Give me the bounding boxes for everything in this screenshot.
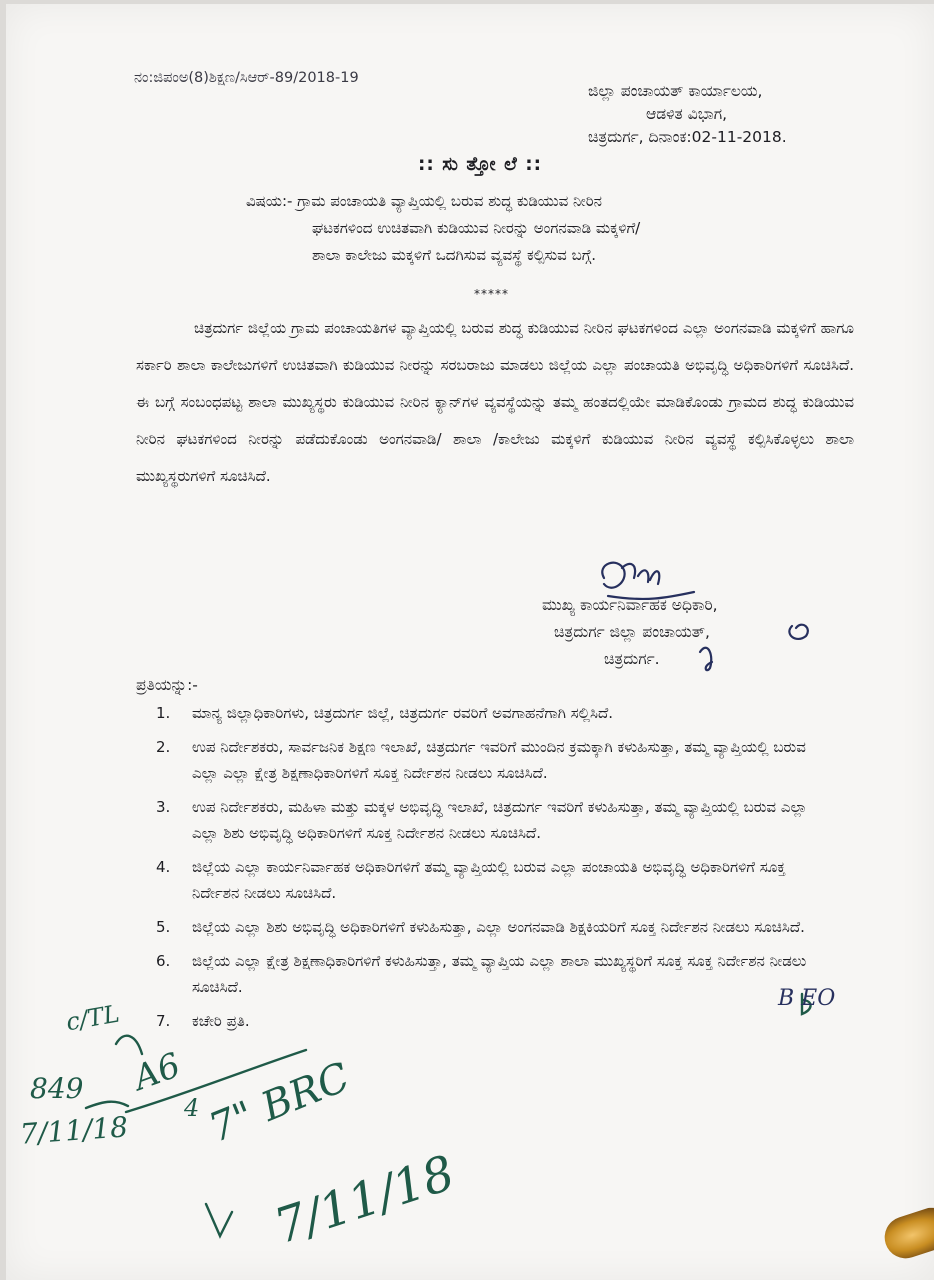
list-item-text: ಜಿಲ್ಲೆಯ ಎಲ್ಲಾ ಶಿಶು ಅಭಿವೃದ್ಧಿ ಅಧಿಕಾರಿಗಳಿಗೆ ಕಳುಹಿಸುತ್ತಾ, ಎಲ್ಲಾ ಅಂಗನವಾಡಿ ಶಿಕ್ಷಕಿಯರಿಗೆ ಸೂಕ್ತ ನಿರ್ದೇಶನ ನೀಡಲು ಸೂಚಿಸಿದೆ. bbox=[192, 918, 805, 936]
subject-line-3: ಶಾಲಾ ಕಾಲೇಜು ಮಕ್ಕಳಿಗೆ ಒದಗಿಸುವ ವ್ಯವಸ್ಥೆ ಕಲ್ಪಿಸುವ ಬಗ್ಗೆ. bbox=[312, 246, 597, 264]
office-line-2: ಆಡಳಿತ ವಿಭಾಗ, bbox=[646, 105, 728, 123]
office-place-date: ಚಿತ್ರದುರ್ಗ, ದಿನಾಂಕ:02-11-2018. bbox=[588, 128, 787, 146]
copy-to-label: ಪ್ರತಿಯನ್ನು:- bbox=[136, 676, 198, 694]
handwritten-ac-mark: A6 bbox=[128, 1045, 186, 1099]
handwritten-date-scrawl: 7/11/18 bbox=[267, 1144, 462, 1256]
signatory-office: ಚಿತ್ರದುರ್ಗ ಜಿಲ್ಲಾ ಪಂಚಾಯತ್, bbox=[554, 623, 710, 641]
list-item-number: 5. bbox=[156, 918, 171, 936]
signatory-place: ಚಿತ್ರದುರ್ಗ. bbox=[604, 650, 660, 668]
list-item-text: ಕಚೇರಿ ಪ್ರತಿ. bbox=[192, 1012, 250, 1030]
reference-number: ನಂ:ಜಿಪಂಅ(8)ಶಿಕ್ಷಣ/ಸಿಆರ್-89/2018-19 bbox=[134, 70, 359, 86]
subject-line-1: ವಿಷಯ:- ಗ್ರಾಮ ಪಂಚಾಯತಿ ವ್ಯಾಪ್ತಿಯಲ್ಲಿ ಬರುವ ಶುದ್ಧ ಕುಡಿಯುವ ನೀರಿನ bbox=[246, 192, 602, 210]
list-item-number: 4. bbox=[156, 858, 171, 876]
handwritten-ac-sub: 4 bbox=[184, 1094, 200, 1122]
handwritten-brc: 7" BRC bbox=[202, 1054, 356, 1152]
handwritten-beo: B EO bbox=[778, 986, 836, 1011]
list-item-text: ಜಿಲ್ಲೆಯ ಎಲ್ಲಾ ಕ್ಷೇತ್ರ ಶಿಕ್ಷಣಾಧಿಕಾರಿಗಳಿಗೆ ಕಳುಹಿಸುತ್ತಾ, ತಮ್ಮ ವ್ಯಾಪ್ತಿಯ ಎಲ್ಲಾ ಶಾಲಾ ಮುಖ್ಯಸ್ಥರಿಗೆ ಸೂಕ್ತ ಸೂಕ್ತ ನಿರ್ದೇಶನ ನೀಡಲು ಸೂಚಿಸಿದೆ. bbox=[192, 952, 807, 996]
list-item-text: ಉಪ ನಿರ್ದೇಶಕರು, ಮಹಿಳಾ ಮತ್ತು ಮಕ್ಕಳ ಅಭಿವೃದ್ಧಿ ಇಲಾಖೆ, ಚಿತ್ರದುರ್ಗ ಇವರಿಗೆ ಕಳುಹಿಸುತ್ತಾ, ತಮ್ಮ ವ್ಯಾಪ್ತಿಯಲ್ಲಿ ಬರುವ ಎಲ್ಲಾ ಎಲ್ಲಾ ಶಿಶು ಅಭಿವೃದ್ಧಿ ಅಧಿಕಾರಿಗಳಿಗೆ ಸೂಕ್ತ ನಿರ್ದೇಶನ ನೀಡಲು ಸೂಚಿಸಿದೆ. bbox=[192, 798, 808, 842]
list-item-number: 6. bbox=[156, 952, 171, 970]
handwritten-inward-date: 7/11/18 bbox=[18, 1110, 129, 1151]
list-item-text: ಮಾನ್ಯ ಜಿಲ್ಲಾಧಿಕಾರಿಗಳು, ಚಿತ್ರದುರ್ಗ ಜಿಲ್ಲೆ, ಚಿತ್ರದುರ್ಗ ರವರಿಗೆ ಅವಗಾಹನೆಗಾಗಿ ಸಲ್ಲಿಸಿದೆ. bbox=[192, 704, 614, 722]
list-item-text: ಉಪ ನಿರ್ದೇಶಕರು, ಸಾರ್ವಜನಿಕ ಶಿಕ್ಷಣ ಇಲಾಖೆ, ಚಿತ್ರದುರ್ಗ ಇವರಿಗೆ ಮುಂದಿನ ಕ್ರಮಕ್ಕಾಗಿ ಕಳುಹಿಸುತ್ತಾ, ತಮ್ಮ ವ್ಯಾಪ್ತಿಯಲ್ಲಿ ಬರುವ ಎಲ್ಲಾ ಎಲ್ಲಾ ಕ್ಷೇತ್ರ ಶಿಕ್ಷಣಾಧಿಕಾರಿಗಳಿಗೆ ಸೂಕ್ತ ನಿರ್ದೇಶನ ನೀಡಲು ಸೂಚಿಸಿದೆ. bbox=[192, 738, 806, 782]
signatory-title: ಮುಖ್ಯ ಕಾರ್ಯನಿರ್ವಾಹಕ ಅಧಿಕಾರಿ, bbox=[542, 596, 718, 614]
handwritten-inward-number: 849 bbox=[30, 1072, 84, 1105]
document-sheet bbox=[6, 4, 934, 1280]
separator-stars: ***** bbox=[474, 287, 509, 301]
officer-signature bbox=[602, 563, 808, 670]
list-item-number: 7. bbox=[156, 1012, 171, 1030]
circular-heading: :: ಸು ತ್ತೋ ಲೆ :: bbox=[418, 154, 543, 175]
office-line-1: ಜಿಲ್ಲಾ ಪಂಚಾಯತ್ ಕಾರ್ಯಾಲಯ, bbox=[588, 82, 763, 100]
list-item-number: 2. bbox=[156, 738, 171, 756]
list-item-text: ಜಿಲ್ಲೆಯ ಎಲ್ಲಾ ಕಾರ್ಯನಿರ್ವಾಹಕ ಅಧಿಕಾರಿಗಳಿಗೆ ತಮ್ಮ ವ್ಯಾಪ್ತಿಯಲ್ಲಿ ಬರುವ ಎಲ್ಲಾ ಪಂಚಾಯತಿ ಅಭಿವೃದ್ಧಿ ಅಧಿಕಾರಿಗಳಿಗೆ ಸೂಕ್ತ ನಿರ್ದೇಶನ ನೀಡಲು ಸೂಚಿಸಿದೆ. bbox=[192, 858, 786, 902]
body-paragraph: ಚಿತ್ರದುರ್ಗ ಜಿಲ್ಲೆಯ ಗ್ರಾಮ ಪಂಚಾಯತಿಗಳ ವ್ಯಾಪ್ತಿಯಲ್ಲಿ ಬರುವ ಶುದ್ಧ ಕುಡಿಯುವ ನೀರಿನ ಘಟಕಗಳಿಂದ ಎಲ್ಲಾ ಅಂಗನವಾಡಿ ಮಕ್ಕಳಿಗೆ ಹಾಗೂ ಸರ್ಕಾರಿ ಶಾಲಾ ಕಾಲೇಜುಗಳಿಗೆ ಉಚಿತವಾಗಿ ಕುಡಿಯುವ ನೀರನ್ನು ಸರಬರಾಜು ಮಾಡಲು ಜಿಲ್ಲೆಯ ಎಲ್ಲಾ ಪಂಚಾಯತಿ ಅಭಿವೃದ್ಧಿ ಅಧಿಕಾರಿಗಳಿಗೆ ಸೂಚಿಸಿದೆ. ಈ ಬಗ್ಗೆ ಸಂಬಂಧಪಟ್ಟ ಶಾಲಾ ಮುಖ್ಯಸ್ಥರು ಕುಡಿಯುವ ನೀರಿನ ಕ್ಯಾನ್‌ಗಳ ವ್ಯವಸ್ಥೆಯನ್ನು ತಮ್ಮ ಹಂತದಲ್ಲಿಯೇ ಮಾಡಿಕೊಂಡು ಗ್ರಾಮದ ಶುದ್ಧ ಕುಡಿಯುವ ನೀರಿನ ಘಟಕಗಳಿಂದ ನೀರನ್ನು ಪಡೆದುಕೊಂಡು ಅಂಗನವಾಡಿ/ ಶಾಲಾ /ಕಾಲೇಜು ಮಕ್ಕಳಿಗೆ ಕುಡಿಯುವ ನೀರಿನ ವ್ಯವಸ್ಥೆ ಕಲ್ಪಿಸಿಕೊಳ್ಳಲು ಶಾಲಾ ಮುಖ್ಯಸ್ಥರುಗಳಿಗೆ ಸೂಚಿಸಿದೆ. bbox=[136, 319, 854, 485]
subject-line-2: ಘಟಕಗಳಿಂದ ಉಚಿತವಾಗಿ ಕುಡಿಯುವ ನೀರನ್ನು ಅಂಗನವಾಡಿ ಮಕ್ಕಳಿಗೆ/ bbox=[312, 219, 641, 237]
list-item-number: 3. bbox=[156, 798, 171, 816]
handwritten-margin-note: c/TL bbox=[63, 999, 122, 1037]
list-item-number: 1. bbox=[156, 704, 171, 722]
